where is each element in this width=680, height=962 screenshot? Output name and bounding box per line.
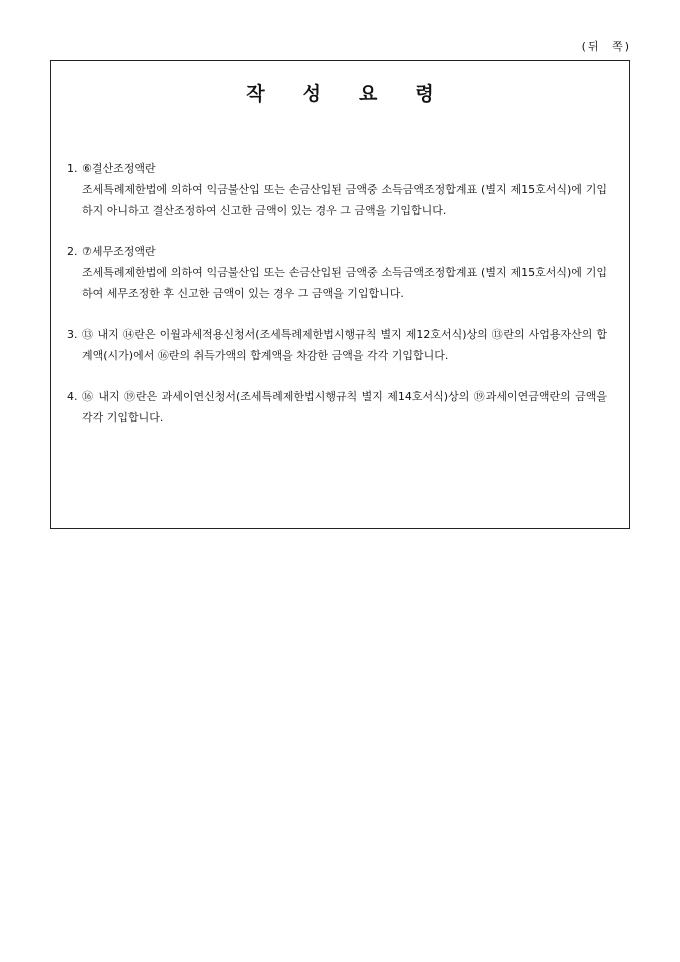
title-char: 성: [302, 83, 321, 105]
title-char: 작: [246, 83, 265, 105]
title-char: 령: [415, 83, 434, 105]
item-text: ⑬ 내지 ⑭란은 이월과세적용신청서(조세특례제한법시행규칙 별지 제12호서식)상의 ⑬란의 사업용자산의 합계액(시가)에서 ⑯란의 취득가액의 합계액을 차감한 금액을 각각 기입합니다.: [82, 328, 607, 362]
item-heading: ⑦세무조정액란: [82, 245, 156, 258]
instruction-list: [67, 158, 607, 448]
item-text: 조세특례제한법에 의하여 익금불산입 또는 손금산입된 금액중 소득금액조정합계표 (별지 제15호서식)에 기입하여 세무조정한 후 신고한 금액이 있는 경우 그 금액을 기입합니다.: [82, 266, 607, 300]
instructions-box: [50, 60, 630, 529]
instruction-item: [67, 324, 607, 366]
instruction-item: [67, 241, 607, 304]
page-side-label: (뒤 쪽): [581, 40, 631, 53]
item-number: 1.: [67, 162, 78, 175]
page-title: [51, 79, 629, 106]
item-text: 조세특례제한법에 의하여 익금불산입 또는 손금산입된 금액중 소득금액조정합계표 (별지 제15호서식)에 기입하지 아니하고 결산조정하여 신고한 금액이 있는 경우 그 금액을 기입합니다.: [82, 183, 607, 217]
item-number: 2.: [67, 245, 78, 258]
item-number: 4.: [67, 390, 78, 403]
item-number: 3.: [67, 328, 78, 341]
instruction-item: [67, 158, 607, 221]
instruction-item: [67, 386, 607, 428]
title-char: 요: [359, 83, 378, 105]
item-text: ⑯ 내지 ⑲란은 과세이연신청서(조세특례제한법시행규칙 별지 제14호서식)상의 ⑲과세이연금액란의 금액을 각각 기입합니다.: [82, 390, 607, 424]
item-heading: ⑥결산조정액란: [82, 162, 156, 175]
